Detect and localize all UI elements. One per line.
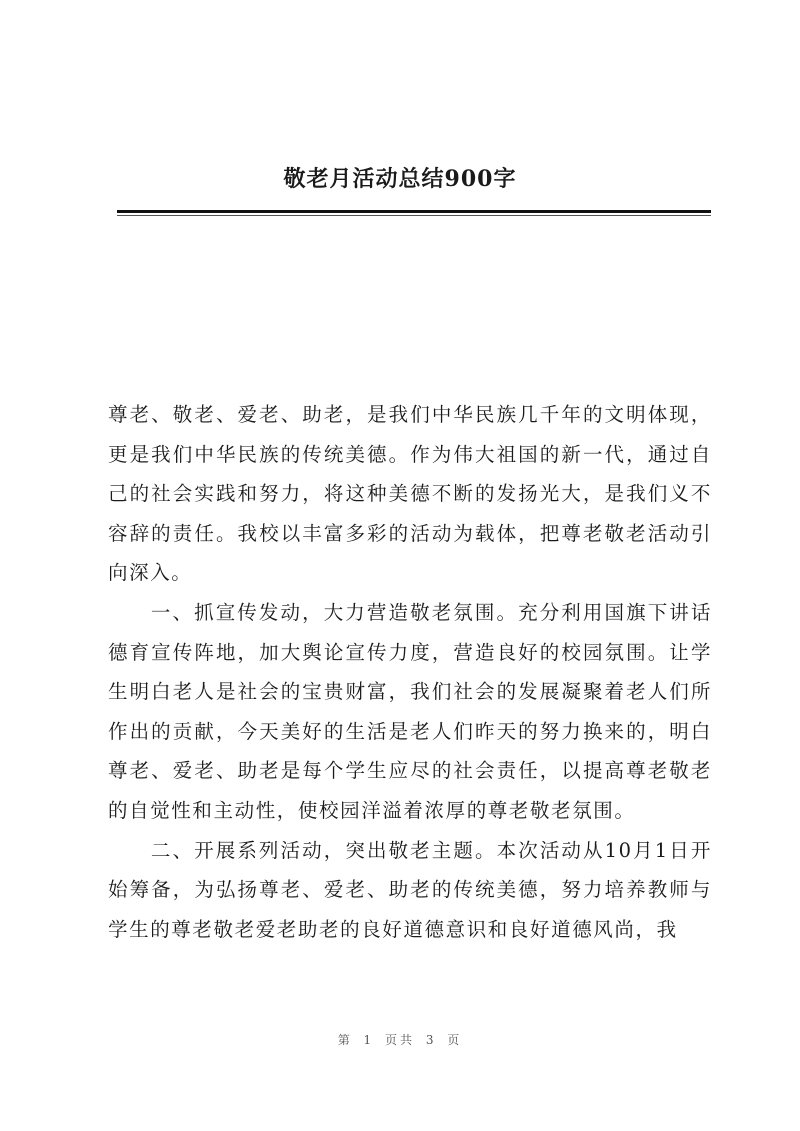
paragraph-intro: 尊老、敬老、爱老、助老，是我们中华民族几千年的文明体现，更是我们中华民族的传统美德。作为伟大祖国的新一代，通过自己的社会实践和努力，将这种美德不断的发扬光大，是我们义不容辞的责任。我校以丰富多彩的活动为载体，把尊老敬老活动引向深入。 — [108, 403, 712, 585]
document-title: 敬老月活动总结900字 — [283, 166, 517, 192]
paragraph-section-2: 二、开展系列活动，突出敬老主题。本次活动从10月1日开始筹备，为弘扬尊老、爱老、助老的传统美德，努力培养教师与学生的尊老敬老爱老助老的良好道德意识和良好道德风尚，我 — [108, 838, 712, 941]
title-underline-thin — [117, 215, 711, 216]
title-underline-thick — [117, 210, 711, 213]
paragraph-section-1: 一、抓宣传发动，大力营造敬老氛围。充分利用国旗下讲话德育宣传阵地，加大舆论宣传力度，营造良好的校园氛围。让学生明白老人是社会的宝贵财富，我们社会的发展凝聚着老人们所作出的贡献，今天美好的生活是老人们昨天的努力换来的，明白尊老、爱老、助老是每个学生应尽的社会责任，以提高尊老敬老的自觉性和主动性，使校园洋溢着浓厚的尊老敬老氛围。 — [108, 600, 712, 822]
document-body — [108, 395, 712, 949]
page-footer: 第 1 页共 3 页 — [337, 1033, 463, 1047]
